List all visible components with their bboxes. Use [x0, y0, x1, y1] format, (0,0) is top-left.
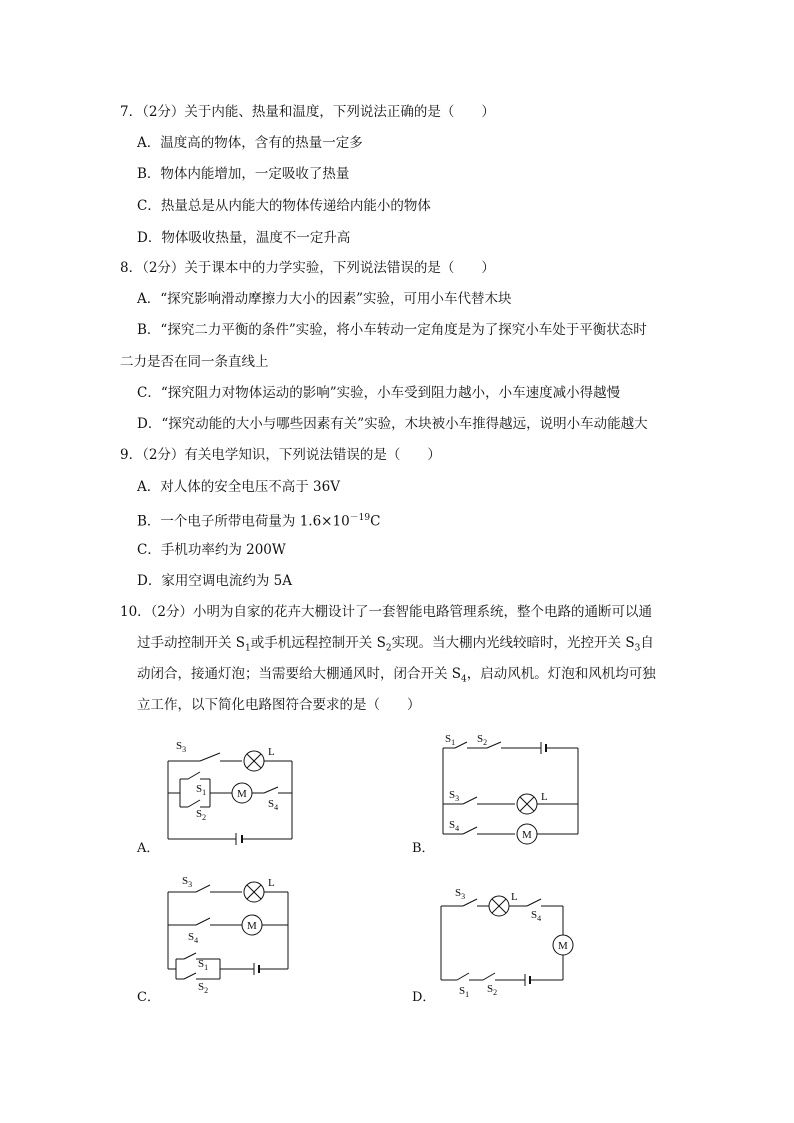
q9-stem: 9．（2分）有关电学知识，下列说法错误的是（ ）: [120, 447, 441, 463]
label-l-b: L: [541, 791, 548, 803]
label-s1-c: $S_1$: [198, 958, 209, 972]
label-s1-d: $S_1$: [459, 985, 470, 999]
q10-line1: 10．（2分）小明为自家的花卉大棚设计了一套智能电路管理系统，整个电路的通断可以通: [120, 604, 653, 620]
circuit-diagram-c: [160, 872, 310, 995]
q10-line3-text-b: ，启动风机。灯泡和风机均可独: [466, 666, 656, 682]
q8-stem: 8．（2分）关于课本中的力学实验，下列说法错误的是（ ）: [120, 260, 495, 276]
q7-option-b: B．物体内能增加，一定吸收了热量: [137, 166, 350, 182]
circuit-diagram-b: [435, 730, 585, 845]
choice-b-label: B．: [412, 841, 435, 856]
label-s2-b: $S_2$: [477, 733, 488, 747]
circuit-diagram-a: [160, 735, 310, 847]
label-l-a: L: [268, 746, 275, 758]
label-s3-a: $S_3$: [176, 740, 187, 754]
label-s2-c: $S_2$: [198, 981, 209, 995]
q7-stem: 7．（2分）关于内能、热量和温度，下列说法正确的是（ ）: [120, 104, 495, 120]
label-s2-d: $S_2$: [487, 983, 498, 997]
label-s3-b: $S_3$: [449, 789, 460, 803]
label-m-b: M: [522, 829, 532, 841]
q10-sub-3: 3: [634, 643, 641, 654]
label-l-d: L: [511, 891, 518, 903]
q10-line2-text-b: 或手机远程控制开关 S: [250, 635, 386, 651]
q9-option-d: D．家用空调电流约为 5A: [137, 573, 292, 589]
label-m-a: M: [237, 788, 247, 800]
q10-sub-4: 4: [461, 674, 467, 685]
q8-option-a: A．“探究影响滑动摩擦力大小的因素”实验，可用小车代替木块: [137, 291, 512, 307]
q10-sub-2: 2: [385, 643, 392, 654]
choice-d-label: D．: [412, 990, 436, 1005]
q9-option-b: [137, 508, 380, 532]
q8-option-b-continued: 二力是否在同一条直线上: [120, 354, 269, 370]
label-s4-b: $S_4$: [449, 819, 460, 833]
q8-option-c: C．“探究阻力对物体运动的影响”实验，小车受到阻力越小，小车速度减小得越慢: [137, 385, 621, 401]
q9-option-b-text: B．一个电子所带电荷量为 1.6×10: [137, 513, 350, 530]
label-s4-d: $S_4$: [531, 909, 542, 923]
q9-option-a: A．对人体的安全电压不高于 36V: [137, 479, 340, 495]
q10-line2: [137, 633, 654, 659]
label-s1-b: $S_1$: [445, 733, 456, 747]
q9-option-b-exponent: －19: [349, 513, 371, 523]
q8-option-d: D．“探究动能的大小与哪些因素有关”实验，木块被小车推得越远，说明小车动能越大: [137, 416, 648, 432]
label-s1-a: $S_1$: [196, 783, 207, 797]
q8-option-b: B．“探究二力平衡的条件”实验，将小车转动一定角度是为了探究小车处于平衡状态时: [137, 322, 647, 338]
label-l-c: L: [268, 877, 275, 889]
label-m-d: M: [558, 940, 568, 952]
q10-line2-text-d: 自: [640, 635, 654, 651]
label-s3-c: $S_3$: [182, 875, 193, 889]
q10-line3-text-a: 动闭合，接通灯泡；当需要给大棚通风时，闭合开关 S: [137, 666, 462, 682]
label-m-c: M: [247, 920, 257, 932]
label-s2-a: $S_2$: [196, 808, 207, 822]
q7-option-c: C．热量总是从内能大的物体传递给内能小的物体: [137, 198, 431, 214]
q10-line2-text-c: 实现。当大棚内光线较暗时，光控开关 S: [391, 635, 635, 651]
q9-option-b-unit: C: [370, 513, 381, 530]
q10-sub-1: 1: [245, 643, 251, 654]
label-s4-c: $S_4$: [188, 931, 199, 945]
q10-line3: [137, 664, 656, 690]
q10-line4: 立工作，以下简化电路图符合要求的是（ ）: [137, 697, 421, 713]
choice-c-label: C．: [137, 990, 160, 1005]
choice-a-label: A．: [137, 841, 160, 856]
circuit-diagram-d: [435, 882, 585, 997]
q10-line2-text-a: 过手动控制开关 S: [137, 635, 246, 651]
q9-option-c: C．手机功率约为 200W: [137, 542, 286, 558]
q7-option-a: A．温度高的物体，含有的热量一定多: [137, 135, 363, 151]
label-s4-a: $S_4$: [268, 798, 279, 812]
q7-option-d: D．物体吸收热量，温度不一定升高: [137, 230, 351, 246]
label-s3-d: $S_3$: [455, 887, 466, 901]
